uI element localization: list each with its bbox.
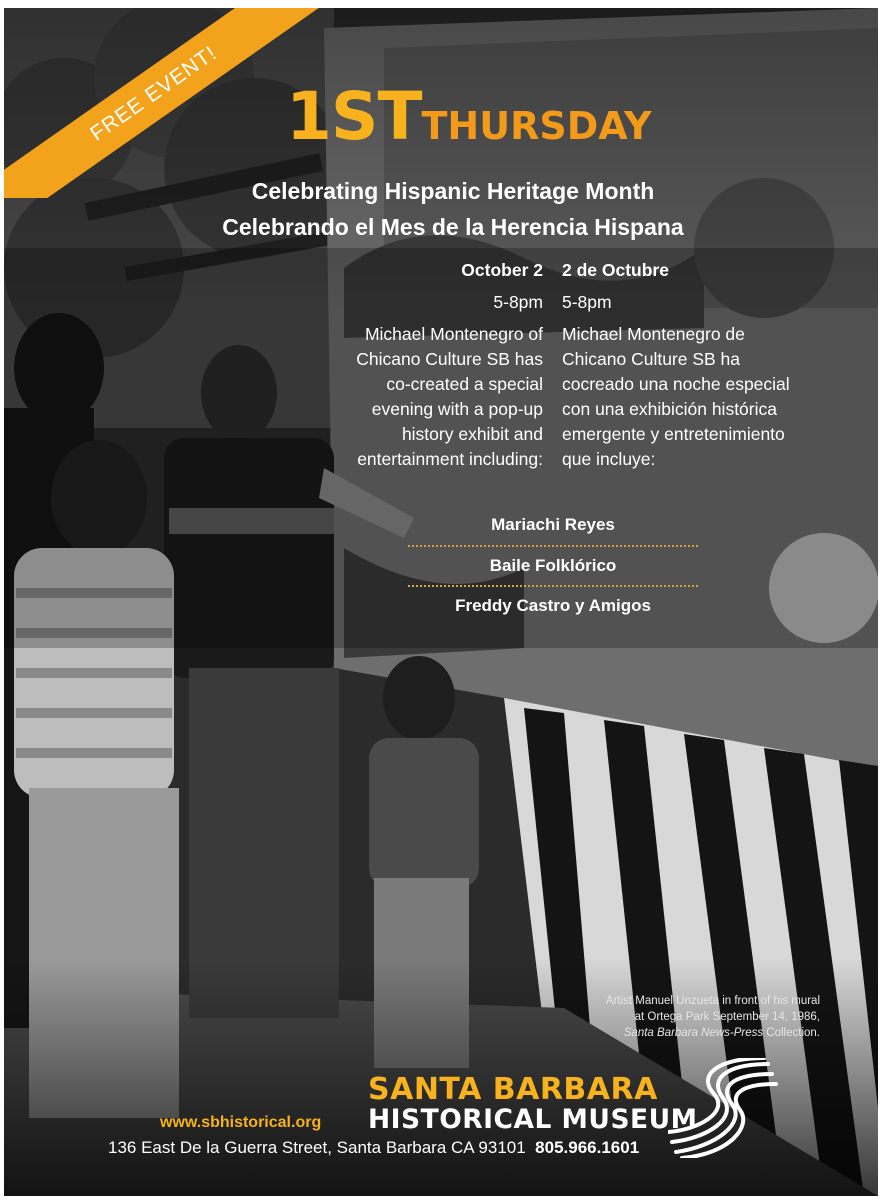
caption-line: at Ortega Park September 14, 1986,	[634, 1011, 820, 1023]
event-time-es: 5-8pm	[562, 292, 612, 312]
museum-name-line1: SANTA BARBARA	[368, 1072, 658, 1107]
english-column	[333, 258, 543, 472]
museum-name-line2: HISTORICAL MUSEUM	[368, 1104, 698, 1135]
event-time-en: 5-8pm	[493, 292, 543, 312]
act-item: Baile Folklórico	[489, 556, 617, 575]
banner-label: FREE EVENT!	[86, 41, 222, 146]
street-address: 136 East De la Guerra Street, Santa Barbara CA 93101	[108, 1138, 526, 1157]
event-poster	[4, 8, 878, 1196]
dotted-divider	[408, 545, 698, 547]
poster-title	[286, 78, 652, 155]
museum-logo-icon	[668, 1058, 778, 1158]
caption-line: Artist Manuel Unzueta in front of his mural	[605, 995, 820, 1007]
spanish-column	[562, 258, 802, 472]
title-ordinal: 1ST	[286, 78, 422, 155]
photo-caption	[550, 993, 820, 1041]
dotted-divider	[408, 585, 698, 587]
act-item: Mariachi Reyes	[491, 515, 615, 534]
description-en: Michael Montenegro of Chicano Culture SB has co-created a special evening with a pop-up history exhibit and entertainment including:	[356, 324, 543, 469]
heading-spanish: Celebrando el Mes de la Herencia Hispana	[222, 214, 684, 240]
event-date-es: 2 de Octubre	[562, 260, 669, 280]
title-day: THURSDAY	[421, 104, 652, 148]
heading-english: Celebrating Hispanic Heritage Month	[251, 178, 655, 204]
phone-number: 805.966.1601	[535, 1138, 640, 1157]
address-line	[108, 1138, 639, 1158]
event-date-en: October 2	[461, 260, 543, 280]
description-es: Michael Montenegro de Chicano Culture SB ha cocreado una noche especial con una exhibición histórica emergente y entretenimiento que incluye:	[562, 324, 790, 469]
act-item: Freddy Castro y Amigos	[455, 596, 651, 615]
caption-line	[550, 1025, 820, 1041]
caption-source-suffix: Collection.	[763, 1027, 820, 1039]
caption-source: Santa Barbara News-Press	[623, 1027, 764, 1039]
website-link[interactable]: www.sbhistorical.org	[160, 1114, 322, 1131]
